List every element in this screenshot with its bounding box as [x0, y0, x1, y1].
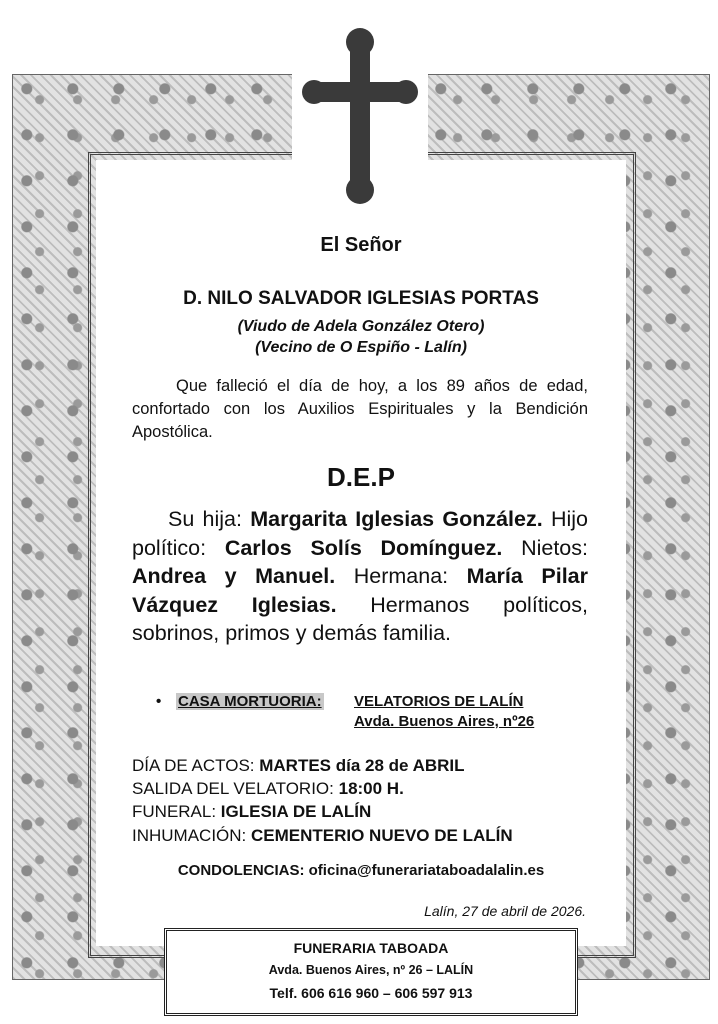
- grandchildren-label: Nietos:: [502, 535, 588, 560]
- funeral-company-box: [164, 928, 578, 1016]
- family-paragraph: [132, 505, 588, 648]
- son-in-law-name: Carlos Solís Domínguez.: [224, 535, 503, 560]
- place-date: Lalín, 27 de abril de 2026.: [424, 903, 586, 919]
- company-phones: Telf. 606 616 960 – 606 597 913: [269, 985, 473, 1001]
- company-name: FUNERARIA TABOADA: [293, 940, 449, 956]
- widower-of: (Viudo de Adela González Otero): [237, 318, 485, 335]
- daughter-label: Su hija:: [168, 507, 251, 531]
- burial-location: INHUMACIÓN: CEMENTERIO NUEVO DE LALÍN: [132, 825, 513, 845]
- funeral-home-name: VELATORIOS DE LALÍN: [354, 693, 524, 710]
- other-relatives: Hermanos políticos, sobrinos, primos y demás familia.: [132, 592, 588, 646]
- funeral-home-address: Avda. Buenos Aires, nº26: [354, 713, 535, 730]
- ceremony-schedule: [132, 754, 513, 847]
- announcement-text: Que falleció el día de hoy, a los 89 años de edad, confortado con los Auxilios Espirituales y la Bendición Apostólica.: [132, 377, 588, 441]
- grandchildren-names: Andrea y Manuel.: [132, 564, 336, 589]
- sister-name: María Pilar Vázquez Iglesias.: [132, 564, 588, 617]
- daughter-name: Margarita Iglesias González.: [250, 507, 543, 531]
- funeral-location: FUNERAL: IGLESIA DE LALÍN: [132, 802, 372, 822]
- resident-of: (Vecino de O Espiño - Lalín): [255, 339, 467, 356]
- deceased-name: D. NILO SALVADOR IGLESIAS PORTAS: [183, 288, 539, 309]
- heading: El Señor: [320, 234, 402, 256]
- company-address: Avda. Buenos Aires, nº 26 – LALÍN: [268, 963, 474, 977]
- cross-icon: [302, 28, 418, 204]
- day-of-acts: DÍA DE ACTOS: MARTES día 28 de ABRIL: [132, 756, 465, 775]
- dep-title: D.E.P: [327, 462, 395, 492]
- sister-label: Hermana:: [335, 564, 467, 589]
- bullet-icon: •: [156, 693, 162, 710]
- departure-time: SALIDA DEL VELATORIO: 18:00 H.: [132, 779, 404, 799]
- son-in-law-label: Hijo político:: [132, 507, 588, 560]
- funeral-home-label: CASA MORTUORIA:: [178, 693, 322, 710]
- condolences-email: CONDOLENCIAS: oficina@funerariataboadalalin.es: [177, 862, 545, 879]
